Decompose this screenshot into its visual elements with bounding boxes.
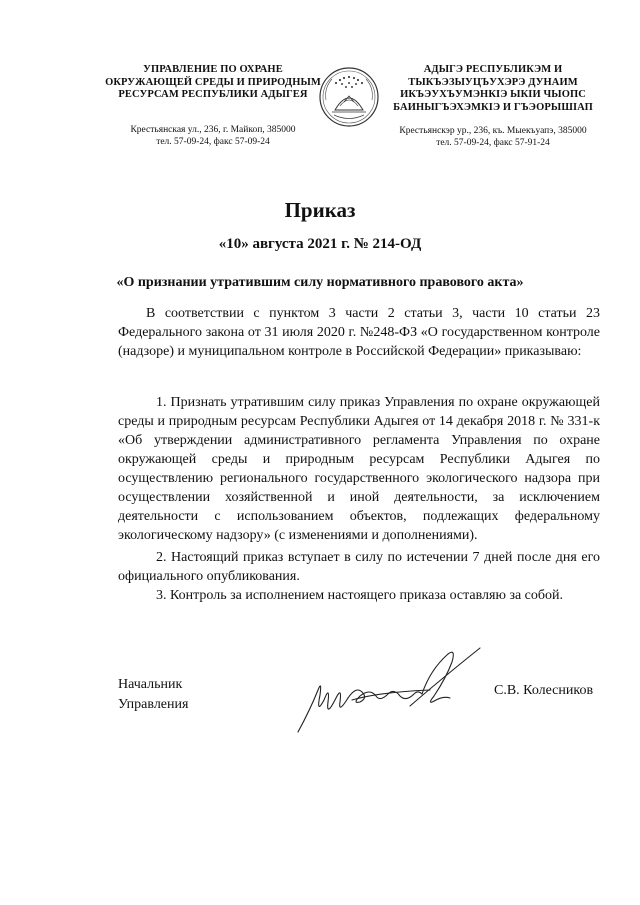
order-item-3: 3. Контроль за исполнением настоящего приказа оставляю за собой.	[156, 588, 564, 603]
org-name-adyghe	[380, 64, 606, 114]
order-item-2: 2. Настоящий приказ вступает в силу по истечении 7 дней после дня его официального опубликования.	[118, 550, 600, 584]
signer-name: С.В. Колесников	[494, 683, 594, 698]
org-phone: тел. 57-09-24, факс 57-91-24	[436, 138, 550, 148]
org-line: УПРАВЛЕНИЕ ПО ОХРАНЕ	[143, 64, 283, 75]
preamble-paragraph: В соответствии с пунктом 3 части 2 статьи 3, части 10 статьи 23 Федерального закона от 31 июля 2020 г. №248-ФЗ «О государственном контроле (надзоре) и муниципальном контроле в Российской Федерации» приказываю:	[118, 306, 600, 359]
document-title: Приказ	[284, 198, 356, 222]
coat-of-arms-icon	[318, 66, 380, 128]
org-line: ОКРУЖАЮЩЕЙ СРЕДЫ И ПРИРОДНЫМ	[105, 76, 321, 88]
handwritten-signature-icon	[290, 640, 490, 740]
org-contacts-russian	[100, 124, 326, 148]
org-name-russian	[100, 64, 326, 102]
org-phone: тел. 57-09-24, факс 57-09-24	[156, 136, 270, 147]
header-left	[100, 64, 326, 148]
org-line: ИКЪЭУХЪУМЭНКІЭ ЫКІИ ЧЫОПС	[400, 89, 586, 100]
order-item-1: 1. Признать утратившим силу приказ Управления по охране окружающей среды и природным ресурсам Республики Адыгея от 14 декабря 2018 г. № 331-к «Об утверждении административного регламента Управления по охране окружающей среды и природным ресурсам Республики Адыгея по осуществлению регионального государственного экологического надзора при осуществлении хозяйственной и иной деятельности, за исключением деятельности с использованием объектов, подлежащих федеральному экологическому надзору» (с изменениями и дополнениями).	[118, 395, 600, 543]
org-line: РЕСУРСАМ РЕСПУБЛИКИ АДЫГЕЯ	[118, 89, 308, 100]
org-line: ТЫКЪЭЗЫУЦЪУХЭРЭ ДУНАИМ	[408, 76, 578, 88]
signer-position	[118, 675, 188, 715]
org-line: АДЫГЭ РЕСПУБЛИКЭМ И	[423, 64, 563, 75]
document-date-number: «10» августа 2021 г. № 214-ОД	[218, 236, 422, 252]
header-right	[380, 64, 606, 149]
org-address: Крестьянскэр ур., 236, къ. Мыекъуапэ, 385000	[399, 126, 587, 136]
document-subject: «О признании утратившим силу нормативного правового акта»	[116, 275, 524, 290]
org-address: Крестьянская ул., 236, г. Майкоп, 385000	[130, 124, 296, 135]
org-contacts-adyghe	[380, 125, 606, 149]
signer-position-line: Начальник	[118, 677, 183, 692]
signer-position-line: Управления	[118, 697, 189, 712]
org-line: БАИНЫГЪЭХЭМКІЭ И ГЪЭОРЫШІАП	[393, 101, 593, 113]
